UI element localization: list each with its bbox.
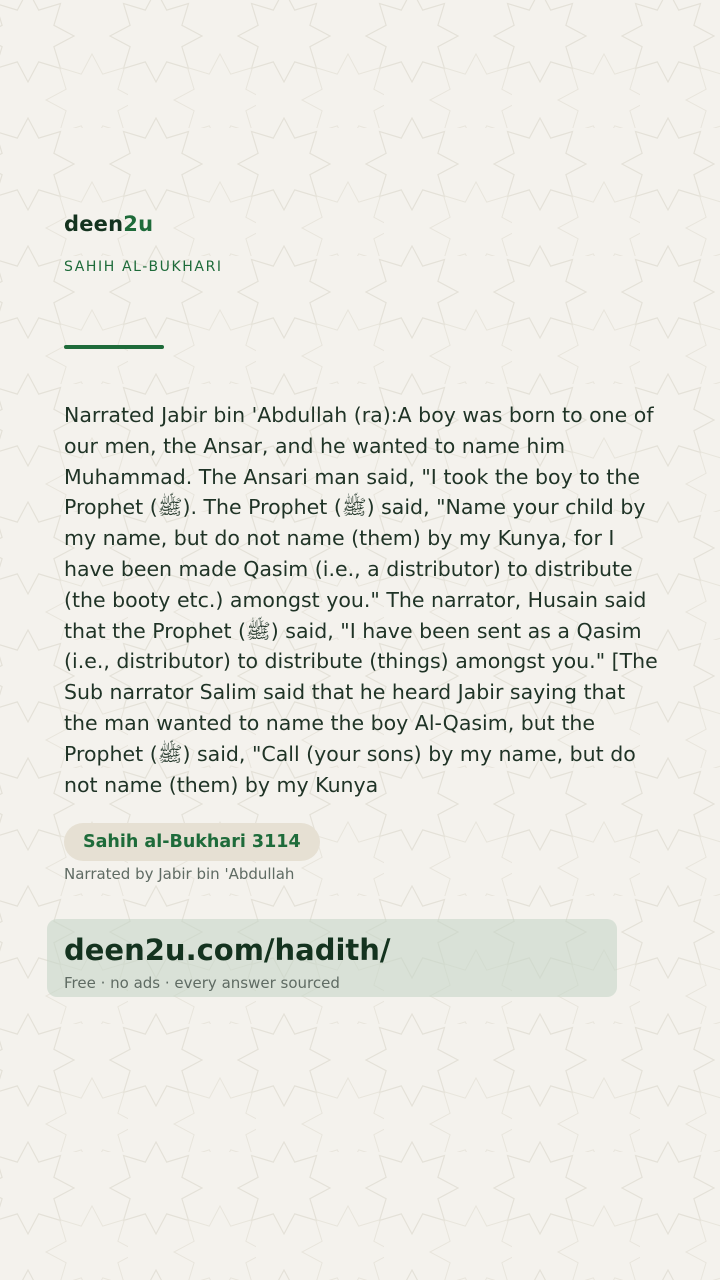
website-url: deen2u.com/hadith/ bbox=[64, 933, 391, 967]
divider bbox=[64, 345, 164, 349]
brand-logo bbox=[64, 212, 153, 236]
website-tagline: Free · no ads · every answer sourced bbox=[64, 974, 340, 992]
hadith-text: Narrated Jabir bin 'Abdullah (ra):A boy was born to one of our men, the Ansar, and he wanted to name him Muhammad. The Ansari man said, "I took the boy to the Prophet (ﷺ). The Prophet (ﷺ) said, "Name your child by my name, but do not name (them) by my Kunya, for I have been made Qasim (i.e., a distributor) to distribute (the booty etc.) amongst you." The narrator, Husain said that the Prophet (ﷺ) said, "I have been sent as a Qasim (i.e., distributor) to distribute (things) amongst you." [The Sub narrator Salim said that he heard Jabir saying that the man wanted to name the boy Al-Qasim, but the Prophet (ﷺ) said, "Call (your sons) by my name, but do not name (them) by my Kunya bbox=[64, 403, 658, 797]
brand-name-prefix: deen bbox=[64, 212, 124, 236]
brand-name-suffix: 2u bbox=[123, 212, 154, 236]
narrator-caption: Narrated by Jabir bin 'Abdullah bbox=[64, 865, 295, 883]
collection-title: SAHIH AL-BUKHARI bbox=[64, 259, 223, 275]
reference-badge: Sahih al-Bukhari 3114 bbox=[64, 823, 320, 861]
website-cta bbox=[47, 919, 617, 997]
